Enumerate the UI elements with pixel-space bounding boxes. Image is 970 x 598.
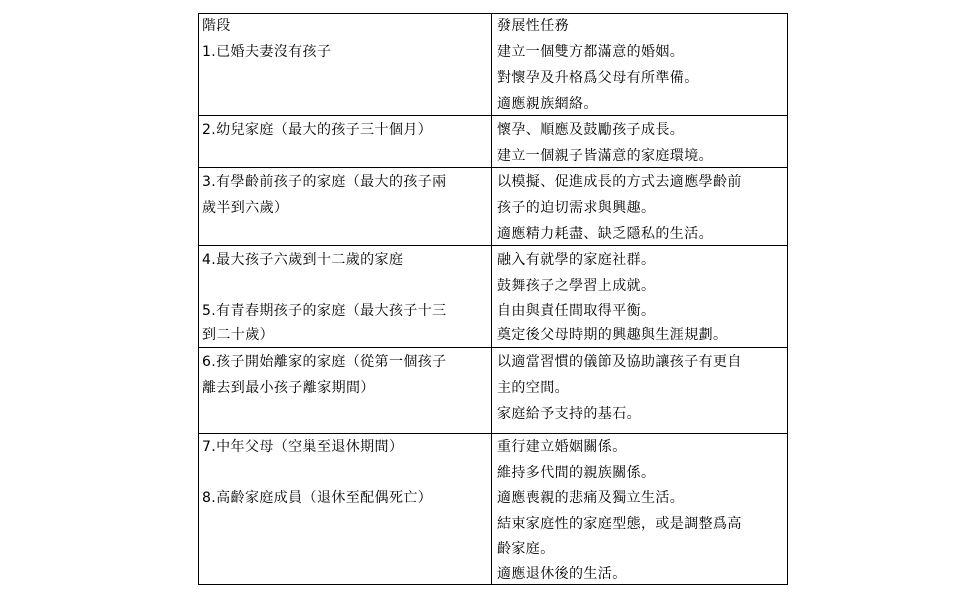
row-divider (199, 347, 787, 348)
task-line: 融入有就學的家庭社群。 (497, 252, 656, 268)
stage-line: 3.有學齡前孩子的家庭（最大的孩子兩 (202, 174, 447, 190)
stage-line: 6.孩子開始離家的家庭（從第一個孩子 (202, 354, 447, 370)
stage-line: 2.幼兒家庭（最大的孩子三十個月） (202, 122, 433, 138)
column-divider (491, 14, 492, 584)
header-stage: 階段 (202, 18, 231, 34)
task-line: 適應親族網絡。 (497, 96, 598, 112)
task-line: 孩子的迫切需求與興趣。 (497, 200, 656, 216)
task-line: 對懷孕及升格爲父母有所準備。 (497, 70, 699, 86)
stage-line: 歲半到六歲） (202, 200, 289, 216)
task-line: 自由與責任間取得平衡。 (497, 303, 656, 319)
task-line: 重行建立婚姻關係。 (497, 439, 627, 455)
stage-line: 到二十歲） (202, 327, 274, 343)
task-line: 鼓舞孩子之學習上成就。 (497, 278, 656, 294)
stage-line: 5.有青春期孩子的家庭（最大孩子十三 (202, 303, 447, 319)
task-line: 維持多代間的親族關係。 (497, 465, 656, 481)
task-line: 以適當習慣的儀節及協助讓孩子有更自 (497, 354, 742, 370)
stage-line: 8.高齡家庭成員（退休至配偶死亡） (202, 490, 433, 506)
stage-line: 離去到最小孩子離家期間） (202, 380, 375, 396)
row-divider (199, 167, 787, 168)
task-line: 適應退休後的生活。 (497, 566, 627, 582)
task-line: 結束家庭性的家庭型態，或是調整爲高 (497, 516, 742, 532)
task-line: 建立一個親子皆滿意的家庭環境。 (497, 148, 713, 164)
stage-line: 1.已婚夫妻沒有孩子 (202, 44, 332, 60)
task-line: 懷孕、順應及鼓勵孩子成長。 (497, 122, 685, 138)
task-line: 家庭給予支持的基石。 (497, 406, 641, 422)
task-line: 以模擬、促進成長的方式去適應學齡前 (497, 174, 742, 190)
header-tasks: 發展性任務 (497, 18, 569, 34)
stage-line: 7.中年父母（空巢至退休期間） (202, 439, 404, 455)
life-cycle-table (198, 13, 788, 585)
row-divider (199, 433, 787, 434)
task-line: 適應精力耗盡、缺乏隱私的生活。 (497, 226, 713, 242)
stage-line: 4.最大孩子六歲到十二歲的家庭 (202, 252, 404, 268)
task-line: 齡家庭。 (497, 541, 555, 557)
task-line: 奠定後父母時期的興趣與生涯規劃。 (497, 327, 728, 343)
row-divider (199, 115, 787, 116)
row-divider (199, 245, 787, 246)
task-line: 建立一個雙方都滿意的婚姻。 (497, 44, 685, 60)
task-line: 主的空間。 (497, 380, 569, 396)
task-line: 適應喪親的悲痛及獨立生活。 (497, 490, 685, 506)
